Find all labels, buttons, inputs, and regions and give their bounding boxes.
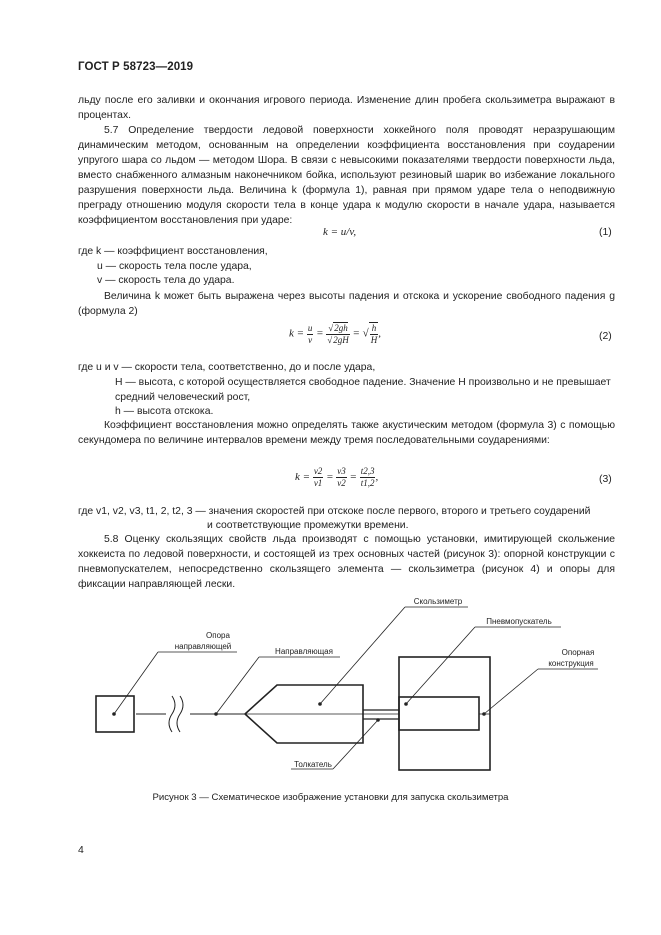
figure-3-caption: Рисунок 3 — Схематическое изображение установки для запуска скользиметра (152, 792, 509, 803)
formula-3: k = $\frac{v2}{v1}$ = $\frac{v3}{v2}$ = $\frac{t2,3}{t1,2}$ , (295, 466, 379, 488)
standard-header: ГОСТ Р 58723—2019 (78, 61, 194, 73)
formula-2: k = $\frac{u}{v}$ = $\frac{√2gh}{√2gH}$ = √ $\frac{h}{H}$ , (289, 322, 381, 345)
pneumo-launcher-box (399, 697, 479, 730)
formula-2-frac-root: $\frac{√2gh}{√2gH}$ (327, 322, 349, 345)
figure-3-diagram (0, 590, 661, 790)
formula-2-frac-uv: $\frac{u}{v}$ (307, 322, 313, 345)
where-2-h: h — высота отскока. (115, 406, 214, 417)
where-2-H: H — высота, с которой осуществляется свободное падение. Значение H произвольно и не превышает средний человеческий рост, (115, 377, 611, 403)
formula-2-number: (2) (599, 331, 612, 342)
paragraph-k-heights: Величина k может быть выражена через высоты падения и отскока и ускорение свободного падения g (формула 2) (78, 291, 615, 317)
formula-3-number: (3) (599, 474, 612, 485)
page-number: 4 (78, 845, 84, 856)
formula-2-frac-hH: $\frac{h}{H}$ (370, 323, 378, 345)
paragraph-5-8: 5.8 Оценку скользящих свойств льда производят с помощью установки, имитирующей скольжение хоккеиста по ледовой поверхности, и состоящей из трех основных частей (рисунок 3): опорной конструкции с пневмопускателем, непосредственно скользящего элемента — скользиметра (рисунок 4) и опоры для фиксации направляющей лески. (78, 534, 615, 590)
where-2-uv: где u и v — скорости тела, соответственно, до и после удара, (78, 362, 376, 373)
label-base-structure-1: Опорная (561, 648, 595, 657)
paragraph-5-7: 5.7 Определение твердости ледовой поверхности хоккейного поля проводят неразрушающим динамическим методом, основанным на определении коэффициента восстановления при соударении упругого шара со льдом — методом Шора. В связи с невысокими показателями твердости поверхности льда, вместо снабженного алмазным наконечником бойка, используют резиновый шарик во избежание локального разрушения поверхности льда. Величина k (формула 1), равная при прямом ударе тела о неподвижную преграду отношению модуля скорости тела в конце удара к модулю скорости в начале удара, называется коэффициентом восстановления при ударе: (78, 125, 615, 226)
label-guide: Направляющая (275, 647, 333, 656)
where-1-u: u — скорость тела после удара, (97, 261, 252, 272)
where-1-v: v — скорость тела до удара. (97, 275, 235, 286)
paragraph-acoustic: Коэффициент восстановления можно определять также акустическим методом (формула 3) с помощью секундомера по величине интервалов времени между тремя последовательными соударениями: (78, 420, 615, 446)
label-pneumo-launcher: Пневмопускатель (486, 617, 552, 626)
formula-1: k = u/v, (323, 226, 357, 238)
where-3-line-2: и соответствующие промежутки времени. (207, 520, 409, 531)
label-support-guide-2: направляющей (174, 642, 232, 651)
where-3-line-1: где v1, v2, v3, t1, 2, t2, 3 — значения скоростей при отскоке после первого, второго и третьего соударений (78, 506, 591, 517)
where-1-k: где k — коэффициент восстановления, (78, 246, 268, 257)
label-skid-meter: Скользиметр (413, 597, 463, 606)
label-support-guide-1: Опора (206, 631, 230, 640)
paragraph-intro: льду после его заливки и окончания игрового периода. Изменение длин пробега скользиметра выражают в процентах. (78, 95, 615, 121)
formula-1-number: (1) (599, 227, 612, 238)
label-base-structure-2: конструкция (548, 659, 594, 668)
label-pusher: Толкатель (294, 760, 332, 769)
formula-2-lhs: k = (289, 327, 305, 340)
base-structure-box (399, 657, 490, 770)
